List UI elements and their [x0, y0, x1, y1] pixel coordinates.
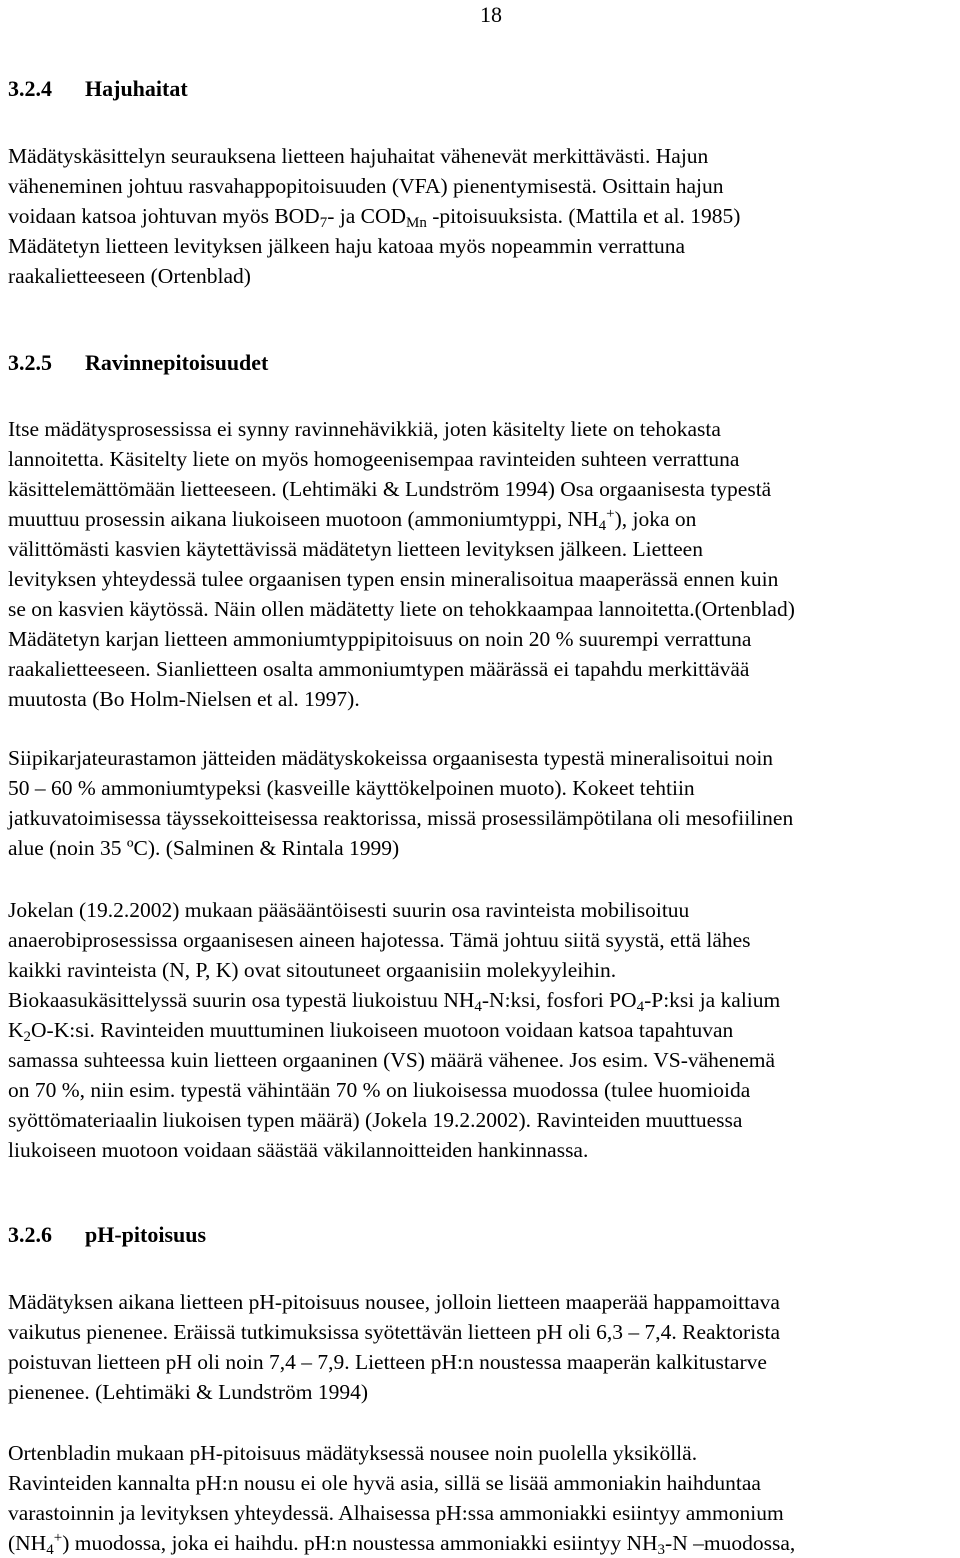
subscript: 4 — [636, 999, 645, 1015]
superscript: + — [53, 1530, 63, 1546]
section-title: Hajuhaitat — [85, 76, 188, 101]
text-line: 50 – 60 % ammoniumtypeksi (kasveille käyttökelpoinen muoto). Kokeet tehtiin — [8, 776, 695, 800]
subscript: 3 — [657, 1542, 666, 1558]
section-heading-3-2-4 — [8, 76, 188, 102]
page-number: 18 — [480, 2, 502, 27]
text-run: Biokaasukäsittelyssä suurin osa typestä liukoistuu NH — [8, 988, 475, 1012]
section-number: 3.2.5 — [8, 350, 52, 375]
text-line: Mädätetyn lietteen levityksen jälkeen haju katoaa myös nopeammin verrattuna — [8, 234, 686, 258]
text-line: varastoinnin ja levityksen yhteydessä. Alhaisessa pH:ssa ammoniakki esiintyy ammonium — [8, 1501, 784, 1525]
text-run: -P:ksi ja kalium — [644, 988, 781, 1012]
text-line: Jokelan (19.2.2002) mukaan pääsääntöisesti suurin osa ravinteista mobilisoituu — [8, 898, 690, 922]
text-line: Mädätyskäsittelyn seurauksena lietteen hajuhaitat vähenevät merkittävästi. Hajun — [8, 144, 709, 168]
text-line: on 70 %, niin esim. typestä vähintään 70 % on liukoisessa muodossa (tulee huomioida — [8, 1078, 751, 1102]
subscript: Mn — [406, 215, 427, 231]
paragraph-poultry — [8, 743, 952, 863]
text-run: -pitoisuuksista. (Mattila et al. 1985) — [426, 204, 741, 228]
text-run: (NH — [8, 1531, 47, 1555]
text-run: -N:ksi, fosfori PO — [481, 988, 637, 1012]
text-line: Itse mädätysprosessissa ei synny ravinnehävikkiä, joten käsitelty liete on tehokasta — [8, 417, 721, 441]
subscript: 4 — [474, 999, 482, 1015]
section-number: 3.2.6 — [8, 1222, 52, 1247]
text-line — [8, 1015, 952, 1045]
text-line — [8, 1528, 952, 1558]
text-line — [8, 504, 952, 534]
text-run: O-K:si. Ravinteiden muuttuminen liukoiseen muotoon voidaan katsoa tapahtuvan — [31, 1018, 734, 1042]
text-line: Siipikarjateurastamon jätteiden mädätyskokeissa orgaanisesta typestä mineralisoitui noin — [8, 746, 774, 770]
text-run: - ja COD — [327, 204, 407, 228]
text-line: Mädätyksen aikana lietteen pH-pitoisuus nousee, jolloin lietteen maaperää happamoittava — [8, 1290, 780, 1314]
text-line: raakalietteeseen. Sianlietteen osalta ammoniumtypen määrässä ei tapahdu merkittävää — [8, 657, 750, 681]
subscript: 4 — [46, 1542, 54, 1558]
subscript: 2 — [23, 1029, 32, 1045]
paragraph-nutrients — [8, 414, 952, 714]
subscript: 7 — [319, 215, 328, 231]
text-line: käsittelemättömään lietteeseen. (Lehtimäki & Lundström 1994) Osa orgaanisesta typestä — [8, 477, 772, 501]
text-line: levityksen yhteydessä tulee orgaanisen typen ensin mineralisoitua maaperässä ennen kuin — [8, 567, 779, 591]
text-line — [8, 201, 952, 231]
text-line: lannoitetta. Käsitelty liete on myös homogeenisempaa ravinteiden suhteen verrattuna — [8, 447, 740, 471]
text-line: Mädätetyn karjan lietteen ammoniumtyppipitoisuus on noin 20 % suurempi verrattuna — [8, 627, 752, 651]
text-line: anaerobiprosessissa orgaanisesen aineen hajotessa. Tämä johtuu siitä syystä, että lähes — [8, 928, 751, 952]
text-line: kaikki ravinteista (N, P, K) ovat sitoutuneet orgaanisiin molekyyleihin. — [8, 958, 617, 982]
text-line: pienenee. (Lehtimäki & Lundström 1994) — [8, 1380, 369, 1404]
text-line: Ortenbladin mukaan pH-pitoisuus mädätyksessä nousee noin puolella yksiköllä. — [8, 1441, 698, 1465]
text-run: voidaan katsoa johtuvan myös BOD — [8, 204, 320, 228]
text-run: -N –muodossa, — [665, 1531, 796, 1555]
section-title: Ravinnepitoisuudet — [85, 350, 269, 375]
section-heading-3-2-6 — [8, 1222, 206, 1248]
text-run: K — [8, 1018, 24, 1042]
text-line: Ravinteiden kannalta pH:n nousu ei ole hyvä asia, sillä se lisää ammoniakin haihduntaa — [8, 1471, 761, 1495]
text-line: raakalietteeseen (Ortenblad) — [8, 264, 251, 288]
text-line: samassa suhteessa kuin lietteen orgaaninen (VS) määrä vähenee. Jos esim. VS-vähenemä — [8, 1048, 775, 1072]
text-line: poistuvan lietteen pH oli noin 7,4 – 7,9. Lietteen pH:n noustessa maaperän kalkitustarve — [8, 1350, 767, 1374]
text-line: se on kasvien käytössä. Näin ollen mädätetty liete on tehokkaampaa lannoitetta.(Ortenblad) — [8, 597, 795, 621]
paragraph-ortenblad — [8, 1438, 952, 1558]
paragraph-odour — [8, 141, 952, 291]
section-title: pH-pitoisuus — [85, 1222, 207, 1247]
text-line: liukoiseen muotoon voidaan säästää väkilannoitteiden hankinnassa. — [8, 1138, 589, 1162]
text-line: jatkuvatoimisessa täyssekoitteisessa reaktorissa, missä prosessilämpötilana oli mesofiilinen — [8, 806, 794, 830]
text-line: syöttömateriaalin liukoisen typen määrä) (Jokela 19.2.2002). Ravinteiden muuttuessa — [8, 1108, 743, 1132]
text-line: muutosta (Bo Holm-Nielsen et al. 1997). — [8, 687, 360, 711]
text-run: ), joka on — [614, 507, 697, 531]
section-number: 3.2.4 — [8, 76, 52, 101]
text-line: alue (noin 35 ºC). (Salminen & Rintala 1999) — [8, 836, 400, 860]
section-heading-3-2-5 — [8, 350, 268, 376]
text-line: välittömästi kasvien käytettävissä mädätetyn lietteen levityksen jälkeen. Lietteen — [8, 537, 703, 561]
subscript: 4 — [598, 518, 607, 534]
text-line: vaikutus pienenee. Eräissä tutkimuksissa syötettävän lietteen pH oli 6,3 – 7,4. Reaktorista — [8, 1320, 781, 1344]
superscript: + — [606, 506, 615, 522]
text-line: väheneminen johtuu rasvahappopitoisuuden (VFA) pienentymisestä. Osittain hajun — [8, 174, 724, 198]
text-line — [8, 985, 952, 1015]
paragraph-ph — [8, 1287, 952, 1407]
paragraph-jokela — [8, 895, 952, 1165]
text-run: muuttuu prosessin aikana liukoiseen muotoon (ammoniumtyppi, NH — [8, 507, 599, 531]
text-run: ) muodossa, joka ei haihdu. pH:n noustessa ammoniakki esiintyy NH — [62, 1531, 658, 1555]
